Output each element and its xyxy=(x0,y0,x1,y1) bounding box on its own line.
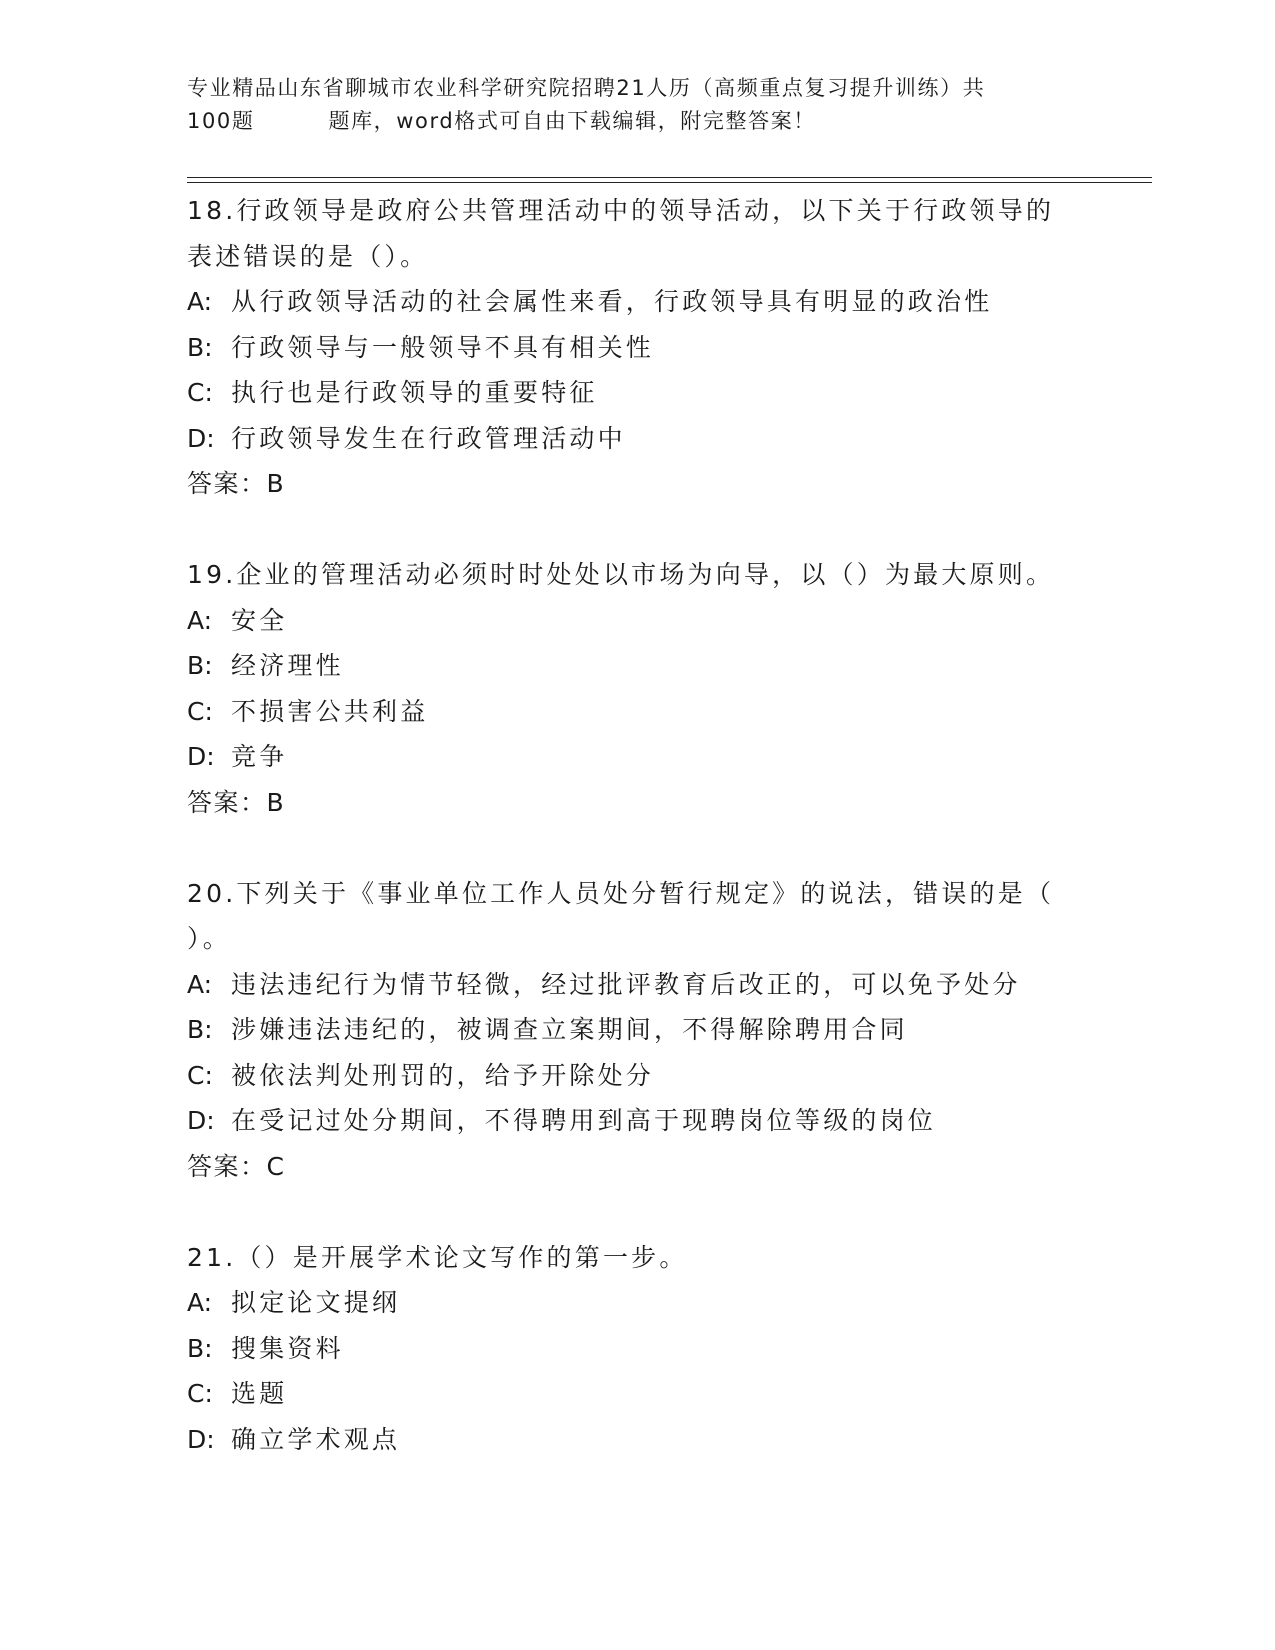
question-list xyxy=(187,188,1087,1508)
option-b xyxy=(187,643,1087,689)
answer-line: 答案：B xyxy=(187,469,286,498)
header-rule-bottom xyxy=(187,182,1152,183)
option-b xyxy=(187,1326,1087,1372)
option-a xyxy=(187,962,1087,1008)
option-a xyxy=(187,1280,1087,1326)
question-21 xyxy=(187,1235,1087,1463)
option-d xyxy=(187,1417,1087,1463)
header-rule-top xyxy=(187,177,1152,178)
question-stem-line: 18.行政领导是政府公共管理活动中的领导活动，以下关于行政领导的 xyxy=(187,196,1055,225)
option-letter: A: xyxy=(187,969,213,999)
option-b xyxy=(187,1007,1087,1053)
option-text: 经济理性 xyxy=(231,651,344,680)
option-text: 安全 xyxy=(231,605,288,635)
answer-line: 答案：B xyxy=(187,787,286,817)
option-text: 从行政领导活动的社会属性来看，行政领导具有明显的政治性 xyxy=(231,287,993,316)
option-text: 在受记过处分期间，不得聘用到高于现聘岗位等级的岗位 xyxy=(231,1106,937,1135)
option-text: 执行也是行政领导的重要特征 xyxy=(231,378,598,407)
question-stem-line: 20.下列关于《事业单位工作人员处分暂行规定》的说法，错误的是（ xyxy=(187,878,1055,908)
answer-line: 答案：C xyxy=(187,1151,286,1181)
option-letter: B: xyxy=(187,332,213,362)
option-text: 被依法判处刑罚的，给予开除处分 xyxy=(231,1060,655,1090)
option-letter: C: xyxy=(187,378,213,407)
question-20 xyxy=(187,871,1087,1190)
option-letter: C: xyxy=(187,1060,213,1090)
option-text: 确立学术观点 xyxy=(231,1424,401,1454)
option-text: 拟定论文提纲 xyxy=(231,1288,401,1317)
option-d xyxy=(187,1098,1087,1144)
page-header xyxy=(187,72,1087,138)
option-text: 违法违纪行为情节轻微，经过批评教育后改正的，可以免予处分 xyxy=(231,969,1021,999)
option-letter: D: xyxy=(187,1106,215,1135)
option-c xyxy=(187,1371,1087,1417)
option-b xyxy=(187,325,1087,371)
option-d xyxy=(187,734,1087,780)
option-text: 不损害公共利益 xyxy=(231,696,429,726)
option-text: 行政领导与一般领导不具有相关性 xyxy=(231,332,655,362)
option-d xyxy=(187,416,1087,462)
option-letter: B: xyxy=(187,1333,213,1363)
option-letter: B: xyxy=(187,651,213,680)
question-stem-line: 表述错误的是（）。 xyxy=(187,241,429,271)
question-stem-line: 19.企业的管理活动必须时时处处以市场为向导，以（）为最大原则。 xyxy=(187,560,1055,589)
question-stem-line: ）。 xyxy=(187,924,231,953)
option-letter: C: xyxy=(187,696,213,726)
header-description: 题库，word格式可自由下载编辑，附完整答案！ xyxy=(328,109,816,133)
option-text: 竞争 xyxy=(231,742,288,771)
option-c xyxy=(187,370,1087,416)
header-title-line-2 xyxy=(187,105,1087,138)
option-text: 涉嫌违法违纪的，被调查立案期间，不得解除聘用合同 xyxy=(231,1015,908,1044)
header-count: 100题 xyxy=(187,109,255,133)
option-letter: B: xyxy=(187,1015,213,1044)
option-text: 行政领导发生在行政管理活动中 xyxy=(231,423,626,453)
question-18 xyxy=(187,188,1087,507)
option-c xyxy=(187,1053,1087,1099)
question-19 xyxy=(187,552,1087,825)
option-text: 选题 xyxy=(231,1379,288,1408)
option-c xyxy=(187,689,1087,735)
option-letter: C: xyxy=(187,1379,213,1408)
header-title-line-1: 专业精品山东省聊城市农业科学研究院招聘21人历（高频重点复习提升训练）共 xyxy=(187,76,986,100)
option-letter: A: xyxy=(187,287,213,316)
option-letter: D: xyxy=(187,423,215,453)
option-letter: D: xyxy=(187,1424,215,1454)
option-letter: A: xyxy=(187,605,213,635)
option-a xyxy=(187,279,1087,325)
option-a xyxy=(187,598,1087,644)
question-stem-line: 21.（）是开展学术论文写作的第一步。 xyxy=(187,1242,688,1272)
option-letter: A: xyxy=(187,1288,213,1317)
option-letter: D: xyxy=(187,742,215,771)
option-text: 搜集资料 xyxy=(231,1333,344,1363)
